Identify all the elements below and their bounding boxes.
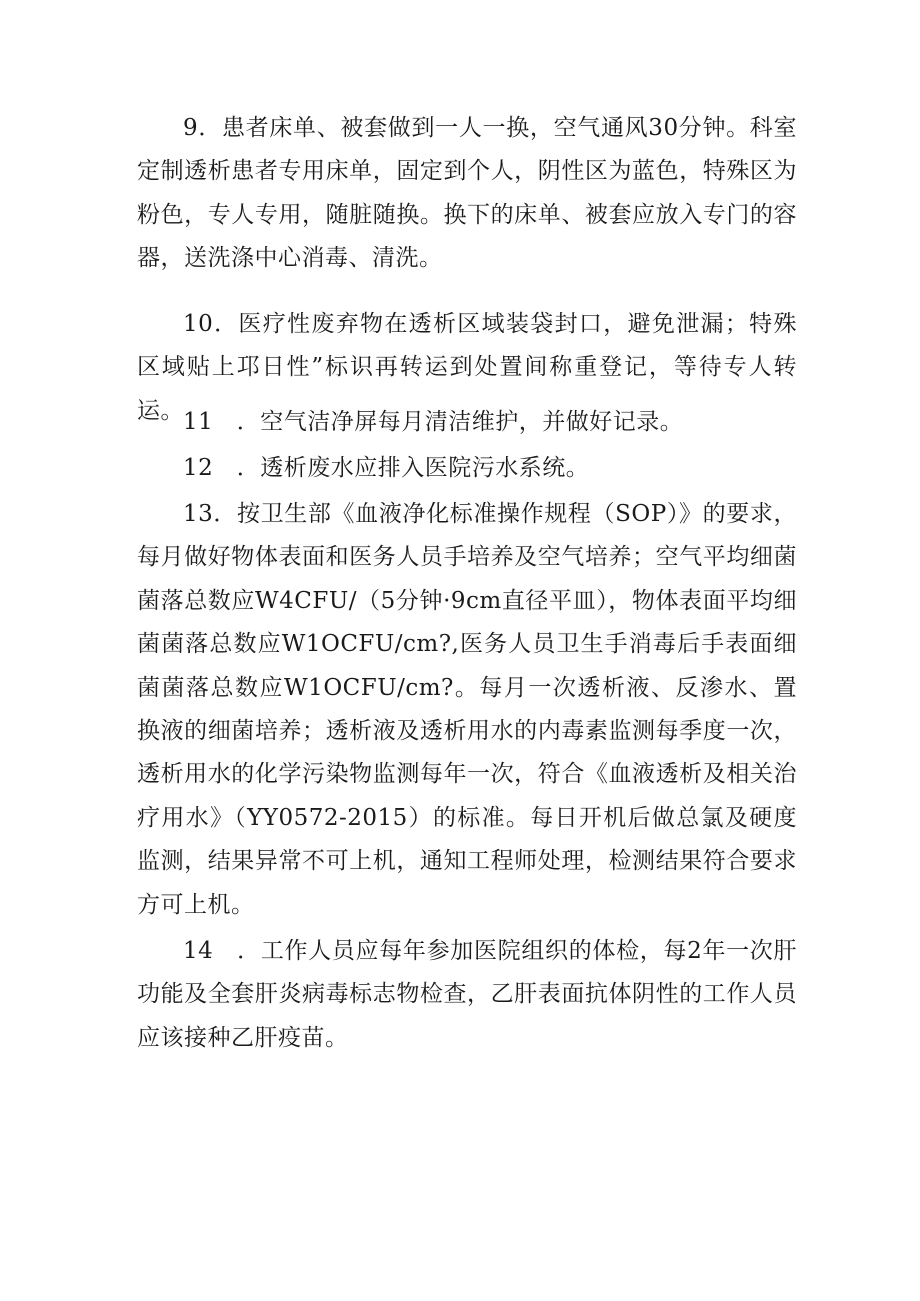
paragraph-item-12: 12 ．透析废水应排入医院污水系统。 — [183, 455, 590, 481]
paragraph-item-11: 11 ．空气洁净屏每月清洁维护，并做好记录。 — [183, 409, 684, 435]
paragraph-item-13: 13．按卫生部《血液净化标准操作规程（SOP）》的要求，每月做好物体表面和医务人员手培养及空气培养；空气平均细菌菌落总数应W4CFU/（5分钟·9cm直径平皿），物体表面平均细菌菌落总数应W1OCFU/cm?,医务人员卫生手消毒后手表面细菌菌落总数应W1OCFU/cm?。每月一次透析液、反渗水、置换液的细菌培养；透析液及透析用水的内毒素监测每季度一次，透析用水的化学污染物监测每年一次，符合《血液透析及相关治疗用水》（YY0572-2015）的标准。每日开机后做总氯及硬度监测，结果异常不可上机，通知工程师处理，检测结果符合要求方可上机。 — [137, 501, 797, 918]
paragraph-item-9: 9．患者床单、被套做到一人一换，空气通风30分钟。科室定制透析患者专用床单，固定到个人，阴性区为蓝色，特殊区为粉色，专人专用，随脏随换。换下的床单、被套应放入专门的容器，送洗涤中心消毒、清洗。 — [137, 115, 797, 272]
paragraph-item-14: 14 ．工作人员应每年参加医院组织的体检，每2年一次肝功能及全套肝炎病毒标志物检查，乙肝表面抗体阴性的工作人员应该接种乙肝疫苗。 — [137, 938, 797, 1051]
paragraph-item-10: 10．医疗性废弃物在透析区域装袋封口，避免泄漏；特殊区域贴上邛日性”标识再转运到处置间称重登记，等待专人转运。 — [137, 311, 797, 424]
